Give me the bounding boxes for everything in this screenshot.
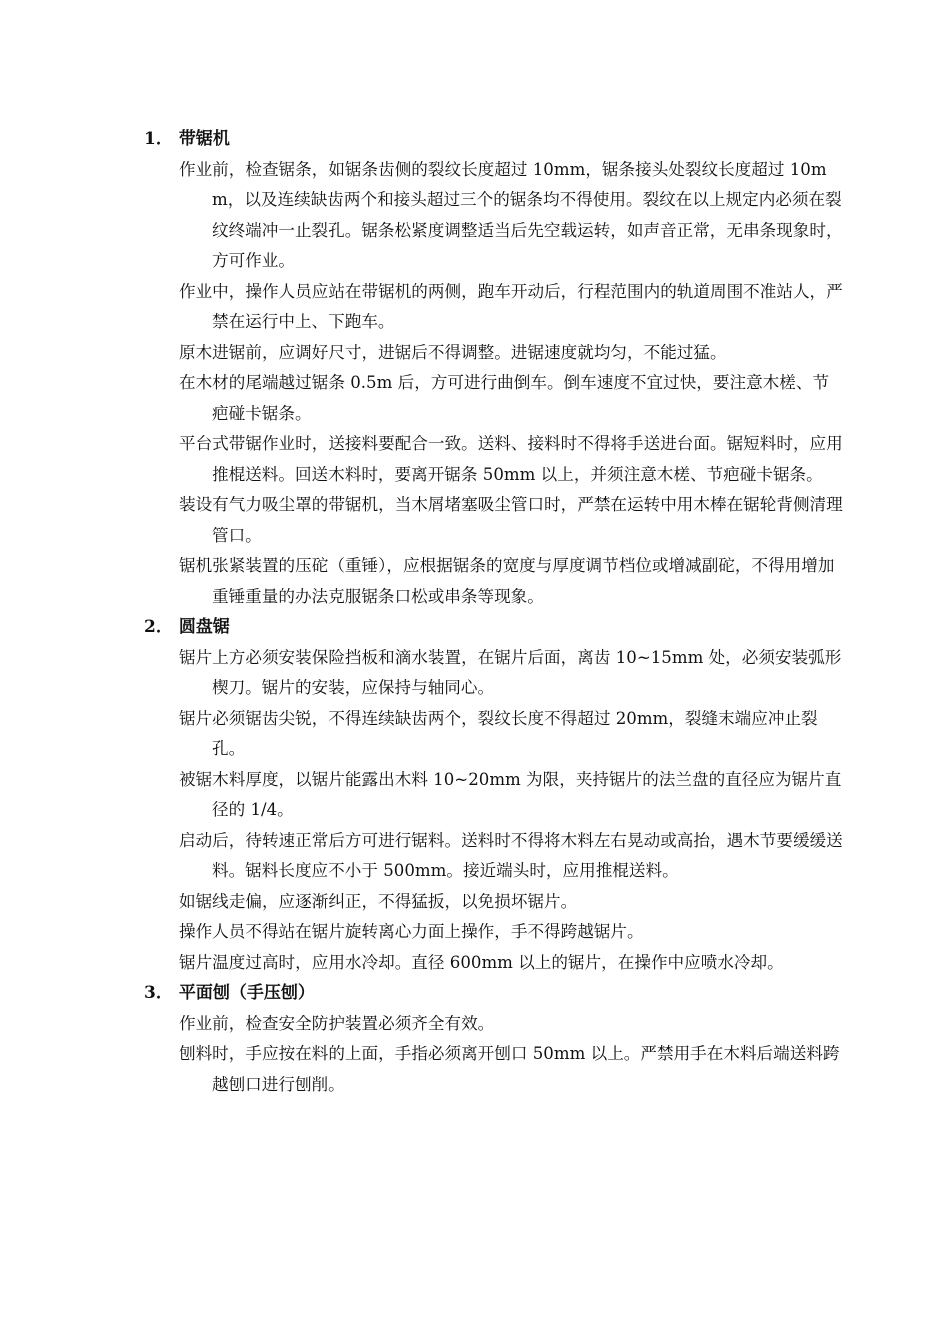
paragraph: 操作人员不得站在锯片旋转离心力面上操作，手不得跨越锯片。 <box>179 922 644 941</box>
section-number: 1． <box>144 129 173 149</box>
section-number: 2． <box>144 617 173 637</box>
paragraph: 被锯木料厚度，以锯片能露出木料 10~20mm 为限，夹持锯片的法兰盘的直径应为锯片直径的 1/4。 <box>179 769 842 819</box>
paragraph: 锯片必须锯齿尖锐，不得连续缺齿两个，裂纹长度不得超过 20mm，裂缝末端应冲止裂孔。 <box>179 708 818 758</box>
paragraph: 原木进锯前，应调好尺寸，进锯后不得调整。进锯速度就均匀，不能过猛。 <box>179 342 727 362</box>
section-title: 带锯机 <box>178 129 230 149</box>
section-title: 平面刨（手压刨） <box>178 983 315 1003</box>
paragraph: 启动后，待转速正常后方可进行锯料。送料时不得将木料左右晃动或高抬，遇木节要缓缓送料。锯料长度应不小于 500mm。接近端头时，应用推棍送料。 <box>179 830 843 880</box>
section-number: 3． <box>144 983 173 1003</box>
section-title: 圆盘锯 <box>178 617 230 637</box>
section-heading-circular-saw <box>144 612 950 643</box>
paragraph: 装设有气力吸尘罩的带锯机，当木屑堵塞吸尘管口时，严禁在运转中用木棒在锯轮背侧清理管口。 <box>179 495 843 545</box>
section-heading-band-saw <box>144 124 950 155</box>
paragraph: 锯片温度过高时，应用水冷却。直径 600mm 以上的锯片，在操作中应喷水冷却。 <box>179 952 784 972</box>
paragraph: 作业前，检查锯条，如锯条齿侧的裂纹长度超过 10mm，锯条接头处裂纹长度超过 10mm，以及连续缺齿两个和接头超过三个的锯条均不得使用。裂纹在以上规定内必须在裂纹终端冲一止裂孔。锯条松紧度调整适当后先空载运转，如声音正常，无串条现象时，方可作业。 <box>179 159 843 270</box>
paragraph: 在木材的尾端越过锯条 0.5m 后，方可进行曲倒车。倒车速度不宜过快，要注意木槎、节疤碰卡锯条。 <box>179 373 830 423</box>
paragraph: 作业中，操作人员应站在带锯机的两侧，跑车开动后，行程范围内的轨道周围不准站人，严禁在运行中上、下跑车。 <box>179 281 843 331</box>
paragraph: 锯片上方必须安装保险挡板和滴水装置，在锯片后面，离齿 10~15mm 处，必须安装弧形楔刀。锯片的安装，应保持与轴同心。 <box>179 647 842 697</box>
paragraph: 如锯线走偏，应逐渐纠正，不得猛扳，以免损坏锯片。 <box>179 891 578 911</box>
paragraph: 作业前，检查安全防护装置必须齐全有效。 <box>179 1013 495 1033</box>
paragraph: 平台式带锯作业时，送接料要配合一致。送料、接料时不得将手送进台面。锯短料时，应用推棍送料。回送木料时，要离开锯条 50mm 以上，并须注意木槎、节疤碰卡锯条。 <box>179 434 843 484</box>
paragraph: 刨料时，手应按在料的上面，手指必须离开刨口 50mm 以上。严禁用手在木料后端送料跨越刨口进行刨削。 <box>179 1044 840 1094</box>
document-body <box>0 124 950 1100</box>
paragraph: 锯机张紧装置的压砣（重锤），应根据锯条的宽度与厚度调节档位或增减副砣，不得用增加重锤重量的办法克服锯条口松或串条等现象。 <box>179 556 835 606</box>
section-heading-surface-planer <box>144 978 950 1009</box>
